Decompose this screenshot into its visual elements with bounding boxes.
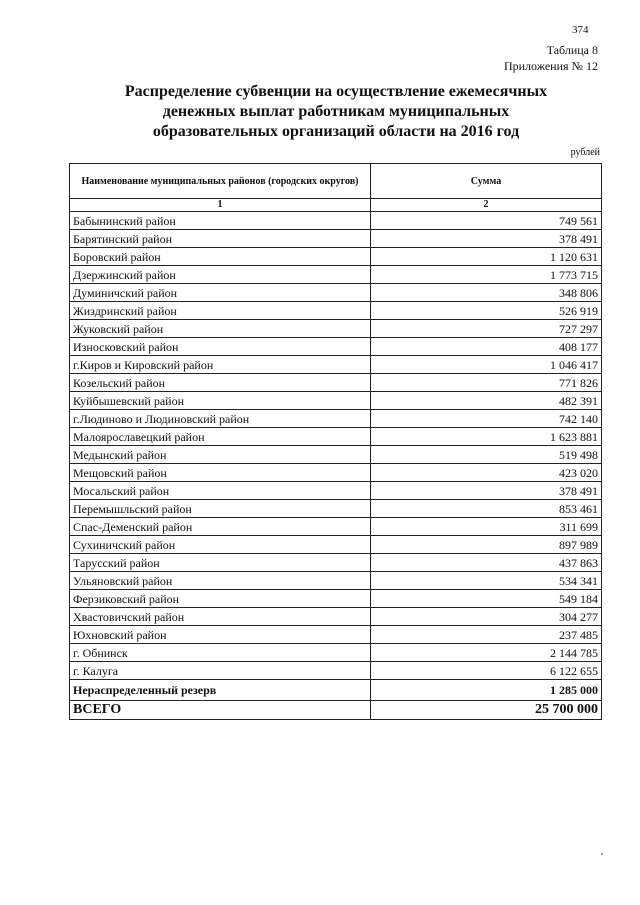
table-row xyxy=(70,266,602,284)
district-name: Куйбышевский район xyxy=(70,392,371,410)
district-sum: 6 122 655 xyxy=(371,662,602,680)
district-name: Сухиничский район xyxy=(70,536,371,554)
column-number-row xyxy=(70,199,602,212)
table-row xyxy=(70,410,602,428)
district-name: Козельский район xyxy=(70,374,371,392)
district-sum: 549 184 xyxy=(371,590,602,608)
title-line-3: образовательных организаций области на 2016 год xyxy=(152,123,520,140)
district-sum: 853 461 xyxy=(371,500,602,518)
district-sum: 727 297 xyxy=(371,320,602,338)
page-number: 374 xyxy=(572,24,589,36)
district-name: Думиничский район xyxy=(70,284,371,302)
table-row xyxy=(70,500,602,518)
district-name: Малоярославецкий район xyxy=(70,428,371,446)
district-name: Износковский район xyxy=(70,338,371,356)
district-name: г.Киров и Кировский район xyxy=(70,356,371,374)
district-name: Бабынинский район xyxy=(70,212,371,230)
table-row xyxy=(70,644,602,662)
district-name: Медынский район xyxy=(70,446,371,464)
district-sum: 348 806 xyxy=(371,284,602,302)
district-name: Мещовский район xyxy=(70,464,371,482)
table-row xyxy=(70,284,602,302)
table-row xyxy=(70,464,602,482)
district-sum: 897 989 xyxy=(371,536,602,554)
district-sum: 1 773 715 xyxy=(371,266,602,284)
header-row xyxy=(70,164,602,199)
reserve-row xyxy=(70,680,602,701)
district-sum: 423 020 xyxy=(371,464,602,482)
district-sum: 311 699 xyxy=(371,518,602,536)
district-name: Перемышльский район xyxy=(70,500,371,518)
column-header-sum: Сумма xyxy=(371,164,602,199)
district-name: Жиздринский район xyxy=(70,302,371,320)
district-sum: 526 919 xyxy=(371,302,602,320)
district-name: Юхновский район xyxy=(70,626,371,644)
table-row xyxy=(70,590,602,608)
table-row xyxy=(70,392,602,410)
units-label: рублей xyxy=(570,147,600,158)
district-sum: 1 623 881 xyxy=(371,428,602,446)
district-name: Ульяновский район xyxy=(70,572,371,590)
district-sum: 482 391 xyxy=(371,392,602,410)
total-label: ВСЕГО xyxy=(70,701,371,720)
reserve-sum: 1 285 000 xyxy=(371,680,602,701)
district-name: Хвастовичский район xyxy=(70,608,371,626)
district-sum: 742 140 xyxy=(371,410,602,428)
total-sum: 25 700 000 xyxy=(371,701,602,720)
table-row xyxy=(70,626,602,644)
district-sum: 304 277 xyxy=(371,608,602,626)
district-name: Жуковский район xyxy=(70,320,371,338)
appendix-reference: Приложения № 12 xyxy=(503,59,598,73)
table-row xyxy=(70,374,602,392)
column-number-1: 1 xyxy=(70,199,371,212)
table-row xyxy=(70,338,602,356)
table-row xyxy=(70,536,602,554)
district-sum: 1 120 631 xyxy=(371,248,602,266)
column-header-name: Наименование муниципальных районов (городских округов) xyxy=(70,164,371,199)
table-row xyxy=(70,356,602,374)
district-name: Мосальский район xyxy=(70,482,371,500)
table-row xyxy=(70,248,602,266)
district-name: Ферзиковский район xyxy=(70,590,371,608)
district-name: г. Обнинск xyxy=(70,644,371,662)
district-name: Дзержинский район xyxy=(70,266,371,284)
district-name: Спас-Деменский район xyxy=(70,518,371,536)
table-row xyxy=(70,230,602,248)
scan-speck xyxy=(601,853,603,855)
district-sum: 378 491 xyxy=(371,230,602,248)
district-name: Барятинский район xyxy=(70,230,371,248)
table-row xyxy=(70,482,602,500)
district-sum: 2 144 785 xyxy=(371,644,602,662)
table-row xyxy=(70,212,602,230)
table-row xyxy=(70,662,602,680)
district-name: Боровский район xyxy=(70,248,371,266)
table-row xyxy=(70,428,602,446)
reserve-label: Нераспределенный резерв xyxy=(70,680,371,701)
table-row xyxy=(70,320,602,338)
district-sum: 378 491 xyxy=(371,482,602,500)
district-name: г. Калуга xyxy=(70,662,371,680)
column-number-2: 2 xyxy=(371,199,602,212)
district-name: г.Людиново и Людиновский район xyxy=(70,410,371,428)
table-row xyxy=(70,608,602,626)
district-name: Тарусский район xyxy=(70,554,371,572)
document-title xyxy=(70,82,602,142)
district-sum: 437 863 xyxy=(371,554,602,572)
table-row xyxy=(70,554,602,572)
table-row xyxy=(70,572,602,590)
title-line-2: денежных выплат работникам муниципальных xyxy=(162,103,510,120)
district-sum: 534 341 xyxy=(371,572,602,590)
distribution-table xyxy=(69,163,602,720)
district-sum: 771 826 xyxy=(371,374,602,392)
total-row xyxy=(70,701,602,720)
district-sum: 1 046 417 xyxy=(371,356,602,374)
table-row xyxy=(70,302,602,320)
district-sum: 408 177 xyxy=(371,338,602,356)
table-body xyxy=(70,164,602,720)
district-sum: 749 561 xyxy=(371,212,602,230)
table-reference: Таблица 8 xyxy=(546,43,598,57)
title-line-1: Распределение субвенции на осуществление ежемесячных xyxy=(124,83,548,100)
table-row xyxy=(70,446,602,464)
table-row xyxy=(70,518,602,536)
district-sum: 237 485 xyxy=(371,626,602,644)
district-sum: 519 498 xyxy=(371,446,602,464)
